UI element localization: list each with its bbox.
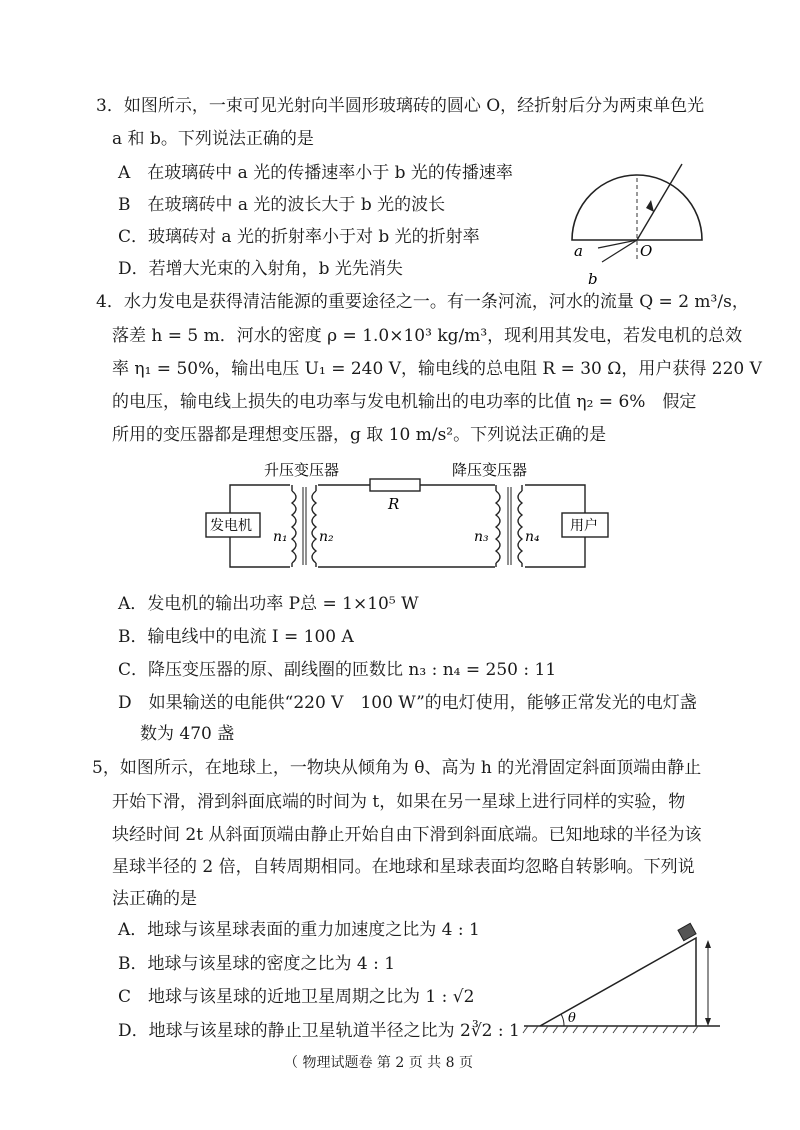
angle-arc — [561, 1014, 564, 1026]
step-down-label: 降压变压器 — [452, 461, 528, 479]
q5-stem-line-2: 开始下滑，滑到斜面底端的时间为 t，如果在另一星球上进行同样的实验，物 — [112, 792, 686, 812]
n4-label: n₄ — [525, 529, 540, 545]
q3-stem-line-2: a 和 b。下列说法正确的是 — [112, 129, 314, 149]
q5-option-a: A．地球与该星球表面的重力加速度之比为 4 : 1 — [118, 920, 480, 940]
label-o: O — [640, 242, 653, 260]
q4-stem-line-5: 所用的变压器都是理想变压器，g 取 10 m/s²。下列说法正确的是 — [112, 425, 607, 445]
incident-arrow — [646, 200, 654, 212]
q4-circuit-diagram — [200, 455, 620, 595]
theta-label: θ — [568, 1011, 576, 1026]
q4-stem-line-1: 4．水力发电是获得清洁能源的重要途径之一。有一条河流，河水的流量 Q = 2 m³/s， — [96, 292, 749, 312]
q3-option-c: C．玻璃砖对 a 光的折射率小于对 b 光的折射率 — [118, 227, 480, 247]
q4-stem-line-4: 的电压，输电线上损失的电功率与发电机输出的电功率的比值 η₂ = 6% 假定 — [112, 392, 697, 412]
step-up-label: 升压变压器 — [264, 461, 340, 479]
q4-option-c: C．降压变压器的原、副线圈的匝数比 n₃ : n₄ = 250 : 11 — [118, 660, 557, 680]
n2-label: n₂ — [319, 529, 334, 545]
q5-stem-line-3: 块经时间 2t 从斜面顶端由静止开始自由下滑到斜面底端。已知地球的半径为该 — [112, 825, 702, 845]
q3-option-d: D．若增大光束的入射角，b 光先消失 — [118, 259, 403, 279]
q4-option-b: B．输电线中的电流 I = 100 A — [118, 627, 354, 647]
resistor — [370, 479, 420, 491]
q4-stem-line-2: 落差 h = 5 m．河水的密度 ρ = 1.0×10³ kg/m³，现利用其发电，若发电机的总效 — [112, 326, 743, 346]
q5-stem-line-1: 5，如图所示，在地球上，一物块从倾角为 θ、高为 h 的光滑固定斜面顶端由静止 — [92, 758, 702, 778]
q5-option-c: C 地球与该星球的近地卫星周期之比为 1 : √2 — [118, 987, 475, 1007]
q4-stem-line-3: 率 η₁ = 50%，输出电压 U₁ = 240 V，输电线的总电阻 R = 30 Ω，用户获得 220 V — [112, 359, 762, 379]
n3-label: n₃ — [474, 529, 489, 545]
q3-glass-brick-figure — [560, 150, 720, 290]
q5-incline-figure — [520, 920, 730, 1045]
n1-label: n₁ — [273, 529, 288, 545]
label-a: a — [574, 242, 583, 260]
q4-option-a: A．发电机的输出功率 P总 = 1×10⁵ W — [118, 594, 419, 614]
q3-option-a: A 在玻璃砖中 a 光的传播速率小于 b 光的传播速率 — [118, 163, 513, 183]
q5-option-d: D．地球与该星球的静止卫星轨道半径之比为 2∛2 : 1 — [118, 1021, 520, 1041]
q5-option-b: B．地球与该星球的密度之比为 4 : 1 — [118, 954, 396, 974]
block — [678, 923, 696, 940]
q5-stem-line-4: 星球半径的 2 倍，自转周期相同。在地球和星球表面均忽略自转影响。下列说 — [112, 857, 695, 877]
q4-option-d: D 如果输送的电能供“220 V 100 W”的电灯使用，能够正常发光的电灯盏 — [118, 693, 697, 713]
q3-stem-line-1: 3．如图所示，一束可见光射向半圆形玻璃砖的圆心 O，经折射后分为两束单色光 — [96, 96, 705, 116]
label-b: b — [588, 270, 598, 288]
incline — [540, 938, 696, 1026]
resistor-label: R — [388, 495, 400, 513]
generator-label: 发电机 — [210, 518, 252, 534]
user-label: 用户 — [570, 518, 598, 534]
q3-option-b: B 在玻璃砖中 a 光的波长大于 b 光的波长 — [118, 195, 446, 215]
q4-option-d-cont: 数为 470 盏 — [140, 724, 235, 744]
q5-stem-line-5: 法正确的是 — [112, 889, 197, 909]
page-footer: （ 物理试题卷 第 2 页 共 8 页 — [284, 1055, 473, 1071]
